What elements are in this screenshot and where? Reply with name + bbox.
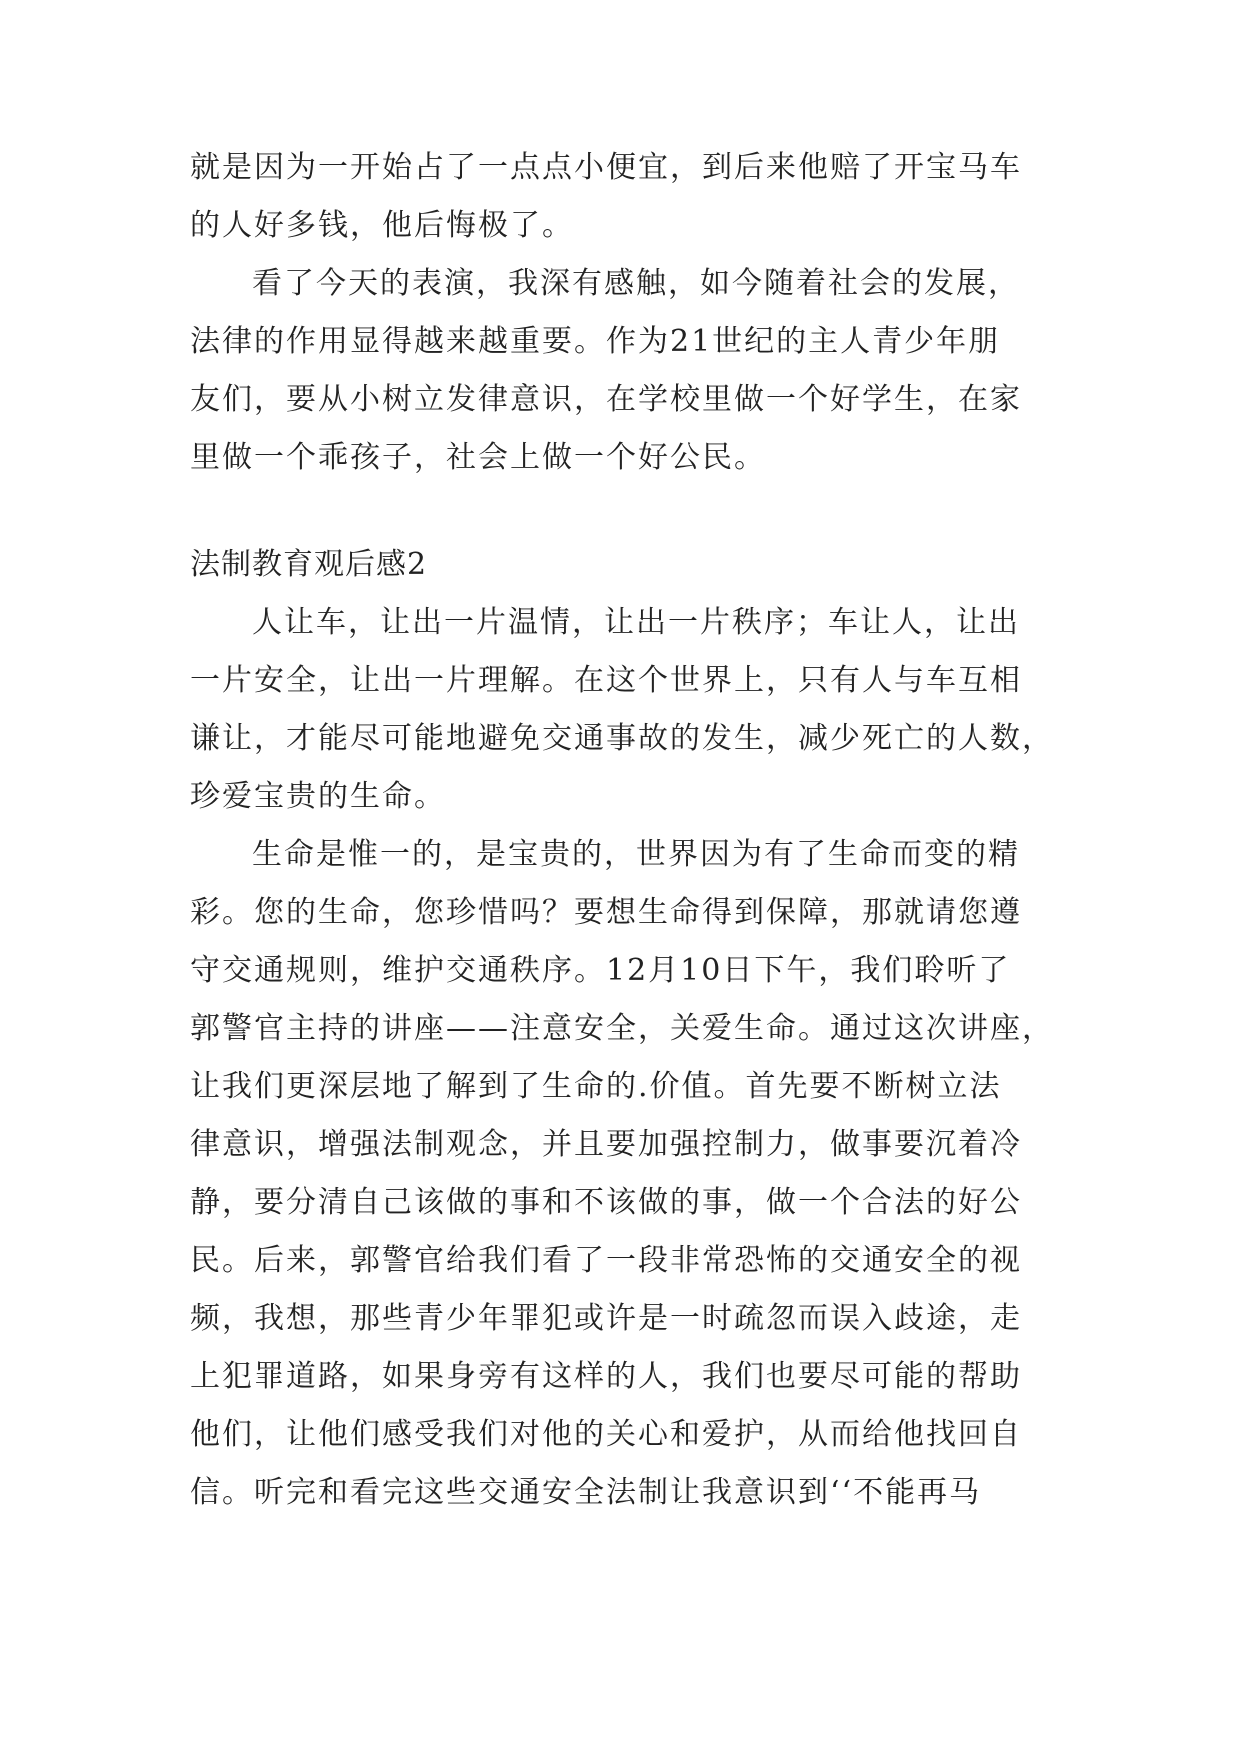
paragraph-line: 频，我想，那些青少年罪犯或许是一时疏忽而误入歧途，走 [190,1301,1022,1336]
paragraph-line: 看了今天的表演，我深有感触，如今随着社会的发展， [252,266,1020,301]
paragraph-line: 上犯罪道路，如果身旁有这样的人，我们也要尽可能的帮助 [190,1359,1022,1394]
section-title: 法制教育观后感2 [190,547,428,582]
paragraph-line: 就是因为一开始占了一点点小便宜，到后来他赔了开宝马车 [190,150,1022,185]
paragraph-line: 生命是惟一的，是宝贵的，世界因为有了生命而变的精 [252,837,1020,872]
paragraph-line: 里做一个乖孩子，社会上做一个好公民。 [190,440,766,475]
paragraph-line: 信。听完和看完这些交通安全法制让我意识到‘‘不能再马 [190,1475,982,1510]
paragraph-line: 律意识，增强法制观念，并且要加强控制力，做事要沉着冷 [190,1127,1022,1162]
paragraph-line: 他们，让他们感受我们对他的关心和爱护，从而给他找回自 [190,1417,1022,1452]
paragraph-line: 郭警官主持的讲座——注意安全，关爱生命。通过这次讲座， [190,1011,1054,1046]
paragraph-line: 的人好多钱，他后悔极了。 [190,208,574,243]
paragraph-line: 友们，要从小树立发律意识，在学校里做一个好学生，在家 [190,382,1022,417]
paragraph-line: 民。后来，郭警官给我们看了一段非常恐怖的交通安全的视 [190,1243,1022,1278]
paragraph-line: 谦让，才能尽可能地避免交通事故的发生，减少死亡的人数， [190,721,1054,756]
paragraph-line: 珍爱宝贵的生命。 [190,779,446,814]
paragraph-line: 法律的作用显得越来越重要。作为21世纪的主人青少年朋 [190,324,1001,359]
paragraph-line: 守交通规则，维护交通秩序。12月10日下午，我们聆听了 [190,953,1011,988]
paragraph-line: 人让车，让出一片温情，让出一片秩序；车让人，让出 [252,605,1020,640]
paragraph-line: 让我们更深层地了解到了生命的.价值。首先要不断树立法 [190,1069,1002,1104]
paragraph-line: 静，要分清自己该做的事和不该做的事，做一个合法的好公 [190,1185,1022,1220]
paragraph-line: 一片安全，让出一片理解。在这个世界上，只有人与车互相 [190,663,1022,698]
paragraph-line: 彩。您的生命，您珍惜吗？要想生命得到保障，那就请您遵 [190,895,1022,930]
